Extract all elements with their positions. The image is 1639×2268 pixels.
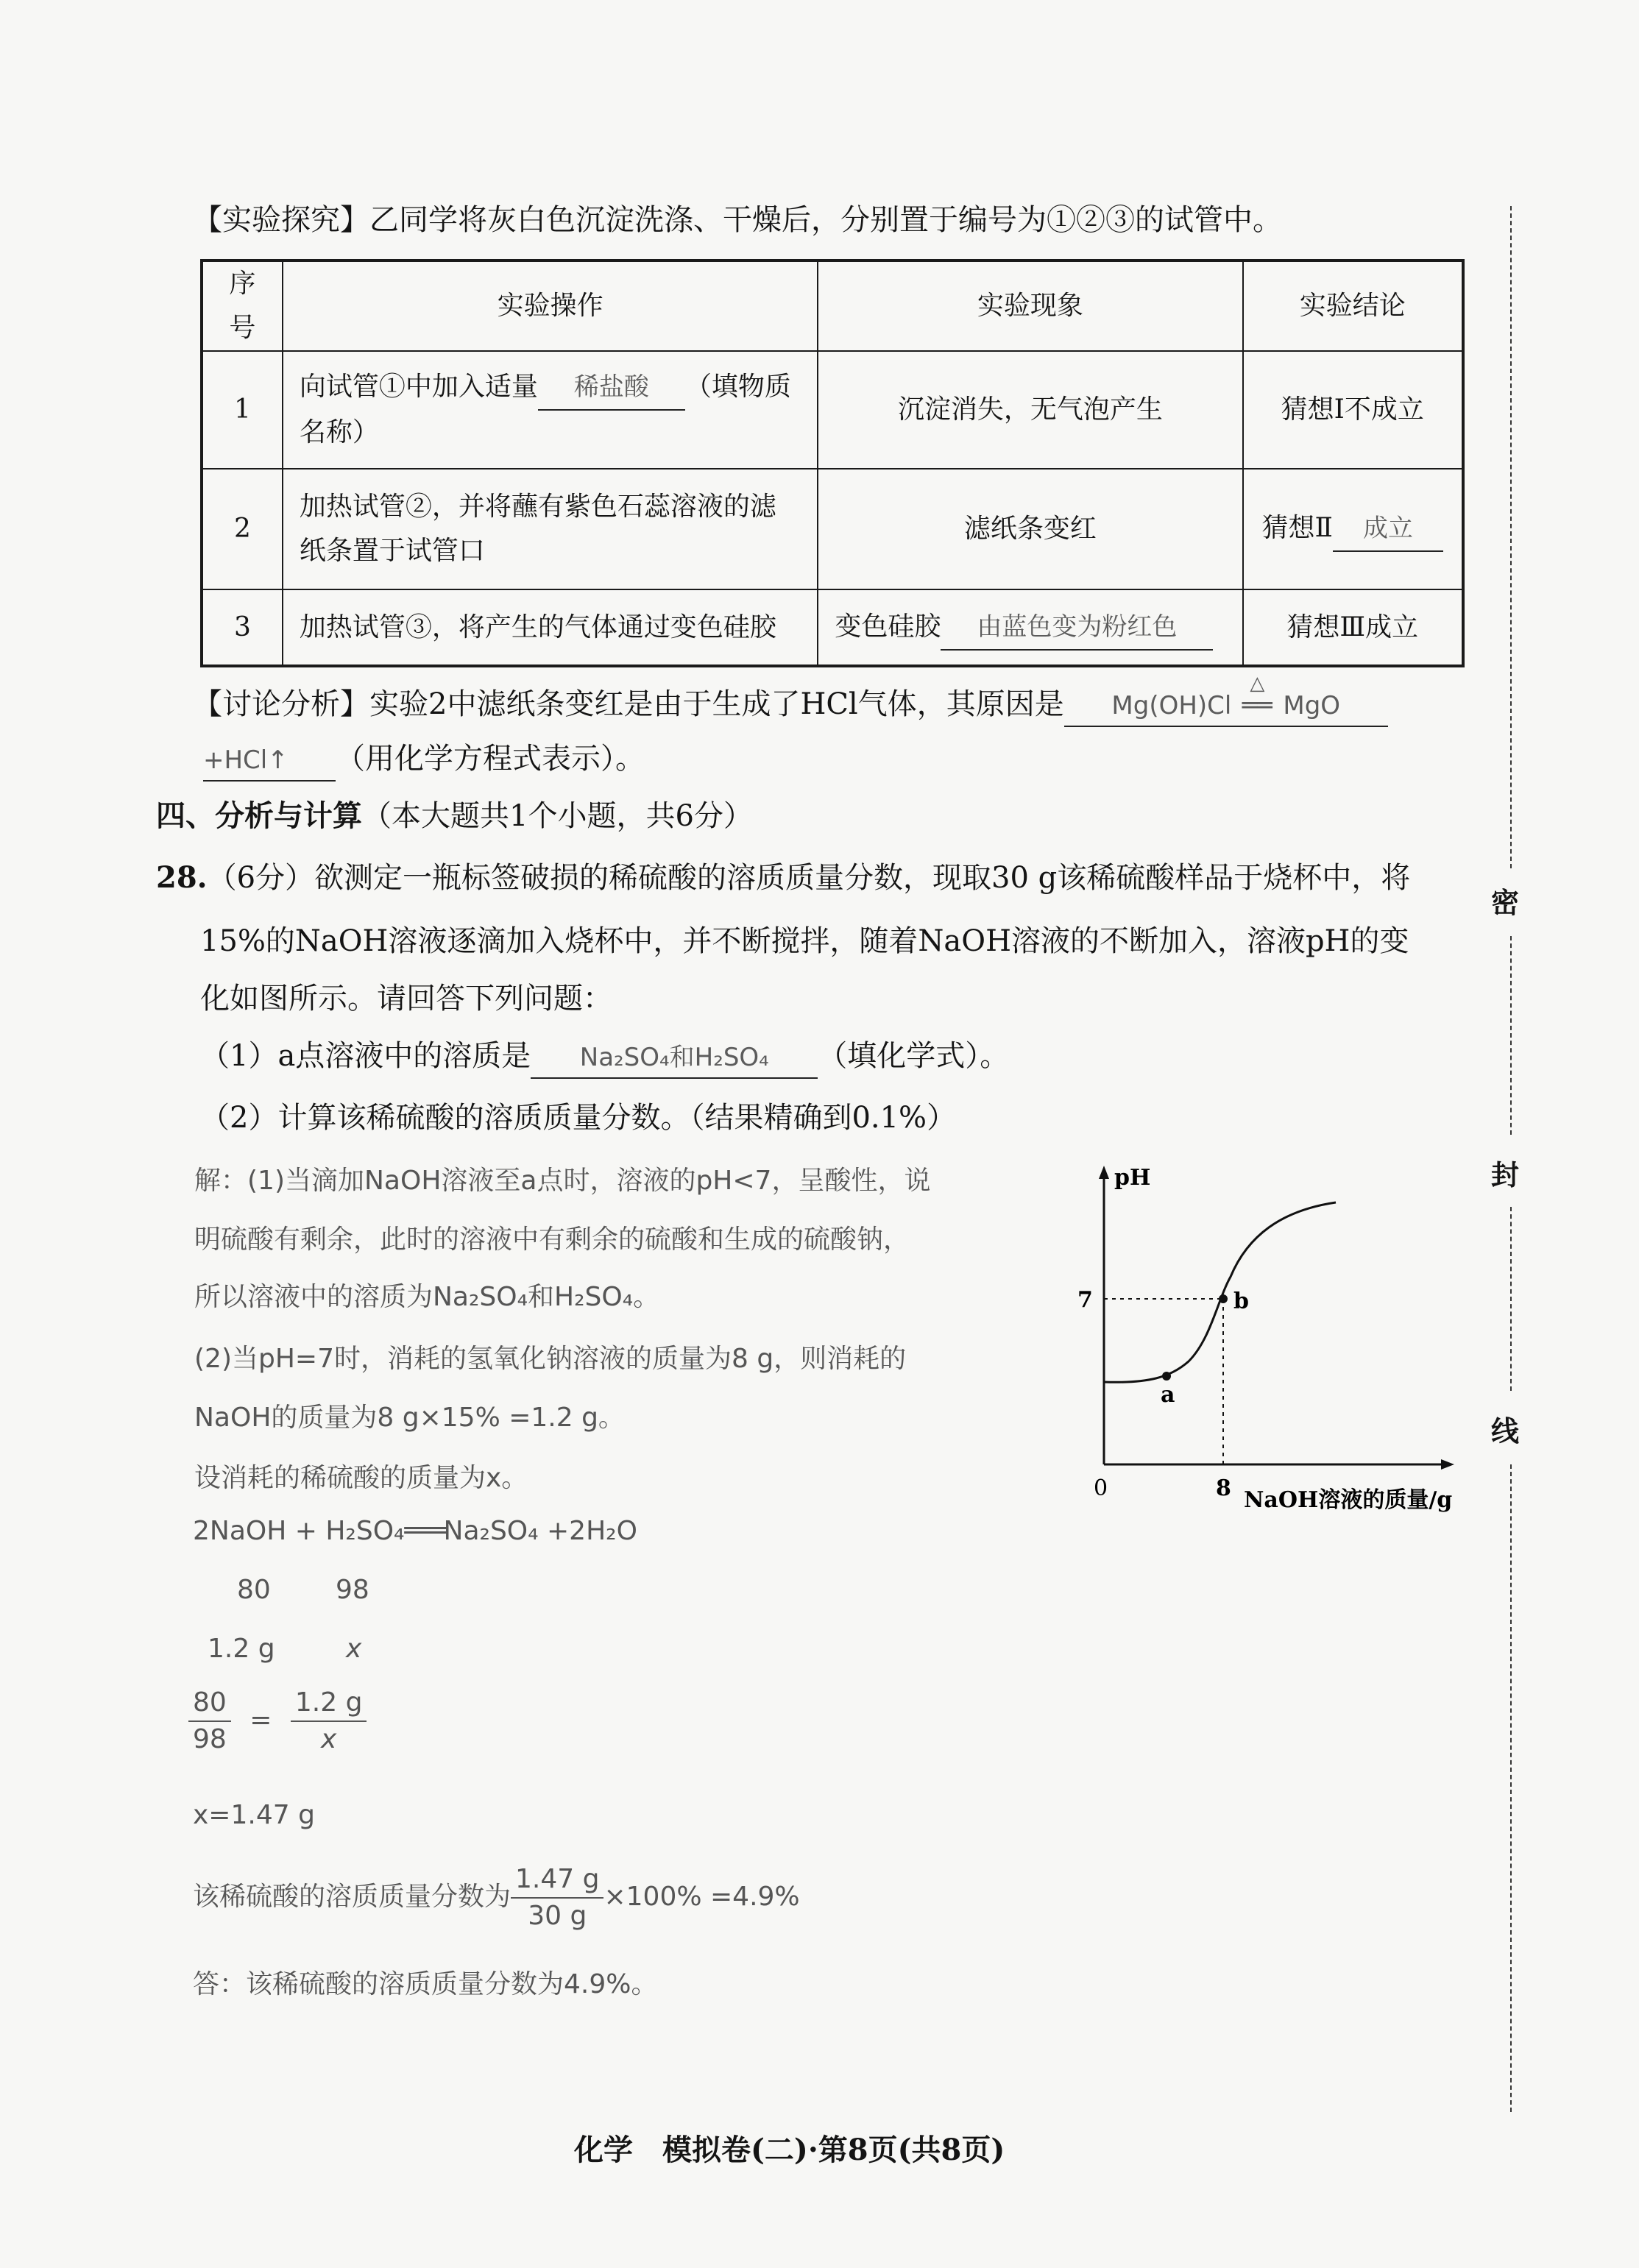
row2-conclusion xyxy=(1243,469,1463,589)
xlabel: NaOH溶液的质量/g xyxy=(1244,1487,1453,1513)
solution-result: x=1.47 g xyxy=(193,1800,315,1830)
row1-phenomenon: 沉淀消失，无气泡产生 xyxy=(818,351,1242,469)
ratio-frac-1 xyxy=(188,1685,231,1757)
table-row xyxy=(202,589,1463,666)
page-footer: 化学 模拟卷(二)·第8页(共8页) xyxy=(574,2133,1005,2167)
x-tick-8: 8 xyxy=(1216,1475,1231,1501)
row3-answer: 由蓝色变为粉红色 xyxy=(941,605,1213,651)
mass-value-x: x xyxy=(346,1634,362,1664)
point-b xyxy=(1219,1294,1228,1303)
seal-line-bottom xyxy=(1510,1464,1512,2112)
row1-conclusion: 猜想Ⅰ不成立 xyxy=(1243,351,1463,469)
label-b: b xyxy=(1233,1289,1249,1314)
row3-phenomenon xyxy=(818,589,1242,666)
row2-concl-pre: 猜想Ⅱ xyxy=(1261,513,1333,543)
discussion xyxy=(193,673,1388,727)
row2-op-line2: 纸条置于试管口 xyxy=(299,536,485,566)
q28-line1-text: （6分）欲测定一瓶标签破损的稀硫酸的溶质质量分数，现取30 g该稀硫酸样品于烧杯中，将 xyxy=(207,861,1411,895)
equation-left: 2NaOH + H₂SO₄ xyxy=(193,1516,405,1546)
fraction-pre: 该稀硫酸的溶质质量分数为 xyxy=(193,1882,511,1912)
seal-line-middle1 xyxy=(1510,936,1512,1135)
point-a xyxy=(1162,1372,1171,1381)
equation-equals: ═══ xyxy=(404,1516,444,1546)
seal-char-xian: 线 xyxy=(1491,1414,1520,1447)
fraction-num: 1.47 g xyxy=(511,1862,603,1899)
solution-line2: 明硫酸有剩余，此时的溶液中有剩余的硫酸和生成的硫酸钠， xyxy=(194,1225,910,1255)
ylabel: pH xyxy=(1114,1165,1151,1191)
ratio-den1: 98 xyxy=(193,1724,227,1754)
section-title-text: 四、分析与计算 xyxy=(156,798,362,833)
row2-op-line1: 加热试管②，并将蘸有紫色石蕊溶液的滤 xyxy=(299,492,776,522)
row1-no: 1 xyxy=(202,351,283,469)
molar-mass-98: 98 xyxy=(336,1575,369,1605)
molar-mass-80: 80 xyxy=(237,1575,271,1605)
row1-op-post: （填物质 xyxy=(684,372,791,402)
discussion-label: 【讨论分析】 xyxy=(193,687,369,721)
header-phenomenon: 实验现象 xyxy=(818,261,1242,351)
q28-sub1 xyxy=(200,1036,1009,1079)
origin-label: 0 xyxy=(1094,1475,1108,1501)
table-header-row xyxy=(202,261,1463,351)
percent-fraction xyxy=(511,1862,603,1934)
mass-value-naoh: 1.2 g xyxy=(208,1634,275,1664)
table-row xyxy=(202,469,1463,589)
seal-line-middle2 xyxy=(1510,1207,1512,1391)
q28-sub1-answer: Na₂SO₄和H₂SO₄ xyxy=(531,1038,818,1079)
table-row xyxy=(202,351,1463,469)
row2-operation xyxy=(283,469,818,589)
y-axis-arrow xyxy=(1099,1166,1109,1179)
solution-equation xyxy=(193,1516,637,1546)
row2-no: 2 xyxy=(202,469,283,589)
solution-line1: 解：(1)当滴加NaOH溶液至a点时，溶液的pH<7，呈酸性，说 xyxy=(194,1166,931,1196)
discussion-ans-part1: Mg(OH)Cl xyxy=(1111,691,1232,720)
discussion-answer-line2: +HCl↑ xyxy=(203,740,336,782)
q28-sub1-post: （填化学式）。 xyxy=(818,1039,1010,1073)
header-no: 序号 xyxy=(202,261,283,351)
experiment-table xyxy=(200,259,1465,667)
solution-line4: (2)当pH=7时，消耗的氢氧化钠溶液的质量为8 g，则消耗的 xyxy=(194,1344,907,1374)
row1-operation xyxy=(283,351,818,469)
ratio-equals: = xyxy=(249,1705,272,1735)
section-note: （本大题共1个小题，共6分） xyxy=(362,799,753,833)
section-title xyxy=(156,796,753,836)
delta-equals: △ ══ xyxy=(1231,686,1283,726)
x-axis-arrow xyxy=(1441,1459,1454,1470)
ph-chart xyxy=(1060,1155,1472,1523)
solution-answer: 答：该稀硫酸的溶质质量分数为4.9%。 xyxy=(193,1969,658,1999)
fraction-post: ×100% =4.9% xyxy=(603,1882,800,1912)
fraction-den: 30 g xyxy=(528,1901,587,1931)
discussion-answer xyxy=(1064,673,1388,727)
row2-phenomenon: 滤纸条变红 xyxy=(818,469,1242,589)
label-a: a xyxy=(1161,1382,1175,1408)
q28-number: 28. xyxy=(156,860,208,895)
seal-char-feng: 封 xyxy=(1491,1158,1520,1191)
row2-answer: 成立 xyxy=(1333,506,1443,552)
discussion-text: 实验2中滤纸条变红是由于生成了HCl气体，其原因是 xyxy=(369,687,1064,721)
row3-no: 3 xyxy=(202,589,283,666)
solution-line5: NaOH的质量为8 g×15% =1.2 g。 xyxy=(194,1403,625,1433)
row3-operation: 加热试管③，将产生的气体通过变色硅胶 xyxy=(283,589,818,666)
row1-answer: 稀盐酸 xyxy=(538,365,685,411)
delta-sign: △ xyxy=(1250,673,1265,695)
solution-line6: 设消耗的稀硫酸的质量为x。 xyxy=(194,1463,528,1493)
y-tick-7: 7 xyxy=(1077,1287,1093,1313)
q28-sub2: （2）计算该稀硫酸的溶质质量分数。（结果精确到0.1%） xyxy=(200,1101,957,1135)
seal-line-top xyxy=(1510,206,1512,868)
discussion-after: （用化学方程式表示）。 xyxy=(336,742,645,776)
q28-line1 xyxy=(156,858,1410,898)
experiment-intro-label: 【实验探究】 xyxy=(193,203,369,237)
row1-op-pre: 向试管①中加入适量 xyxy=(299,372,538,402)
ratio-num1: 80 xyxy=(188,1685,231,1722)
header-conclusion: 实验结论 xyxy=(1243,261,1463,351)
ratio-den2: x xyxy=(321,1724,337,1754)
ratio-equation xyxy=(188,1685,367,1757)
equation-right: Na₂SO₄ +2H₂O xyxy=(443,1516,637,1546)
q28-sub1-pre: （1）a点溶液中的溶质是 xyxy=(200,1039,531,1073)
q28-line2: 15%的NaOH溶液逐滴加入烧杯中，并不断搅拌，随着NaOH溶液的不断加入，溶液pH的变 xyxy=(200,924,1409,958)
row3-phen-pre: 变色硅胶 xyxy=(835,611,941,642)
seal-char-mi: 密 xyxy=(1491,886,1520,919)
q28-line3: 化如图所示。请回答下列问题： xyxy=(200,982,612,1016)
ratio-num2: 1.2 g xyxy=(291,1685,367,1722)
experiment-intro xyxy=(193,200,1282,240)
header-operation: 实验操作 xyxy=(283,261,818,351)
experiment-intro-text: 乙同学将灰白色沉淀洗涤、干燥后，分别置于编号为①②③的试管中。 xyxy=(369,203,1282,237)
ratio-frac-2 xyxy=(291,1685,367,1757)
fraction-line xyxy=(193,1862,800,1934)
ph-curve xyxy=(1104,1202,1336,1382)
solution-line3: 所以溶液中的溶质为Na₂SO₄和H₂SO₄。 xyxy=(194,1282,660,1312)
row3-conclusion: 猜想Ⅲ成立 xyxy=(1243,589,1463,666)
row1-op-line2: 名称） xyxy=(299,417,379,447)
discussion-line2 xyxy=(203,739,645,782)
discussion-ans-part2: MgO xyxy=(1283,691,1341,720)
